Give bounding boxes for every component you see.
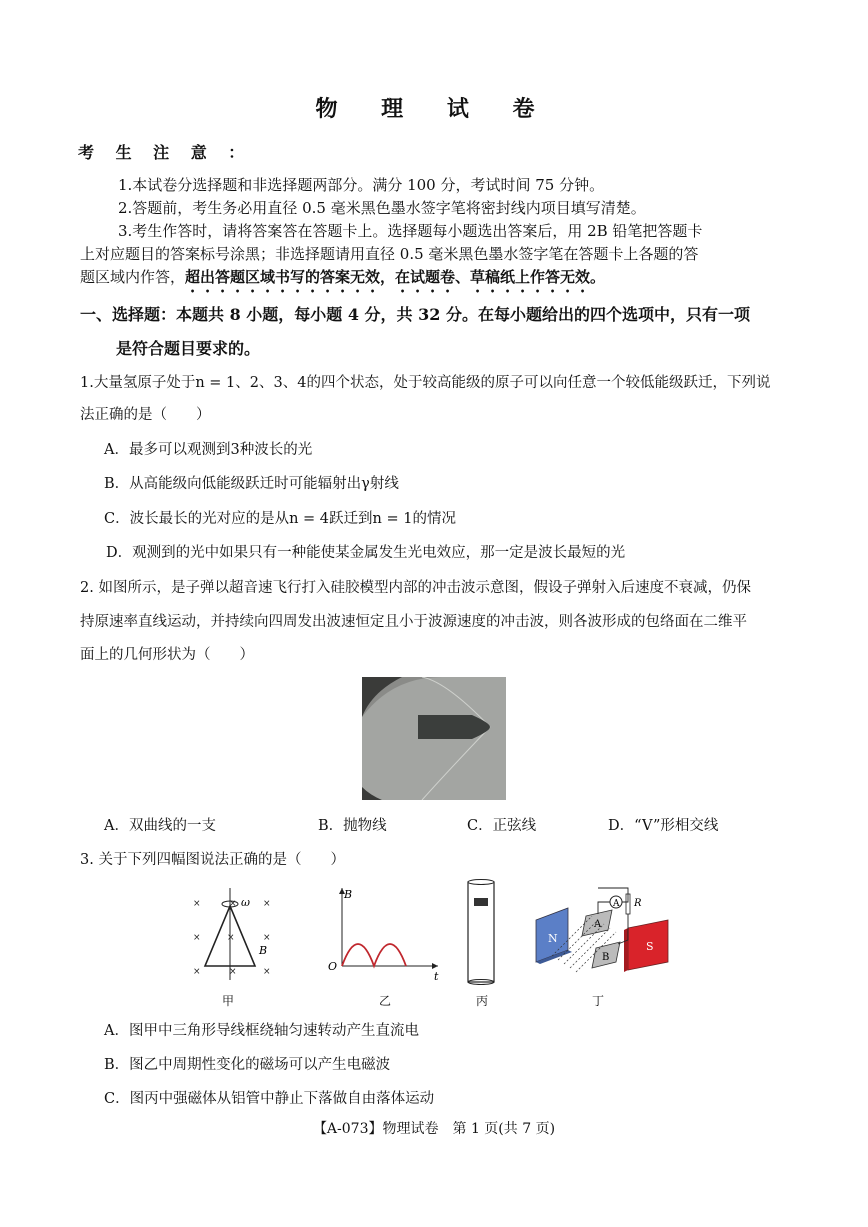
- resistor-label: R: [634, 898, 642, 909]
- plate-b-label: B: [602, 952, 610, 963]
- svg-text:×: ×: [263, 899, 271, 909]
- notice-item-1: 1.本试卷分选择题和非选择题两部分。满分 100 分，考试时间 75 分钟。: [118, 176, 605, 194]
- b-axis-label: B: [344, 888, 353, 901]
- notice-heading: 考 生 注 意 ：: [78, 143, 253, 162]
- q1-option-c: C．波长最长的光对应的是从n = 4跃迁到n = 1的情况: [104, 511, 456, 527]
- q1-option-b: B．从高能级向低能级跃迁时可能辐射出γ射线: [104, 476, 399, 492]
- section-heading-line-2: 是符合题目要求的。: [116, 339, 261, 358]
- q3-option-a: A．图甲中三角形导线框绕轴匀速转动产生直流电: [104, 1023, 419, 1039]
- q1-option-a: A．最多可以观测到3种波长的光: [104, 442, 313, 458]
- figure-bing: [462, 878, 502, 988]
- svg-text:×: ×: [227, 933, 235, 943]
- figure-yi: [324, 884, 444, 984]
- q1-stem-line-2: 法正确的是（ ）: [80, 407, 211, 423]
- q3-stem: 3. 关于下列四幅图说法正确的是（ ）: [80, 852, 345, 868]
- q2-stem-line-1: 2. 如图所示，是子弹以超音速飞行打入硅胶模型内部的冲击波示意图，假设子弹射入后速度不衰减，仍保: [80, 580, 751, 596]
- svg-text:×: ×: [193, 967, 201, 977]
- ammeter-label: A: [613, 899, 620, 909]
- origin-label: O: [328, 960, 338, 973]
- figure-jia-label: 甲: [222, 994, 235, 1008]
- notice-item-3-line-1: 3.考生作答时，请将答案答在答题卡上。选择题每小题选出答案后，用 2B 铅笔把答题卡: [118, 222, 703, 240]
- notice-plain-text: 题区域内作答，: [80, 268, 186, 286]
- figure-yi-label: 乙: [379, 994, 392, 1008]
- figure-ding-label: 丁: [592, 994, 605, 1008]
- section-heading-line-1: 一、选择题：本题共 8 小题，每小题 4 分，共 32 分。在每小题给出的四个选项中，只有一项: [80, 305, 750, 324]
- north-pole-label: N: [548, 932, 558, 945]
- page-title: 物 理 试 卷: [315, 96, 553, 122]
- notice-item-3-line-3: [80, 266, 605, 296]
- svg-text:×: ×: [193, 933, 201, 943]
- bullet-shockwave-photo: [362, 677, 506, 800]
- svg-text:×: ×: [263, 933, 271, 943]
- svg-text:×: ×: [229, 967, 237, 977]
- q2-stem-line-3: 面上的几何形状为（ ）: [80, 647, 254, 663]
- notice-item-3-line-2: 上对应题目的答案标号涂黑；非选择题请用直径 0.5 毫米黑色墨水签字笔在答题卡上各题的答: [80, 245, 699, 263]
- q1-option-d: D．观测到的光中如果只有一种能使某金属发生光电效应，那一定是波长最短的光: [106, 545, 626, 561]
- figure-jia: [185, 884, 275, 984]
- figure-bing-label: 丙: [476, 994, 489, 1008]
- omega-label: ω: [241, 896, 250, 909]
- q3-option-c: C．图丙中强磁体从铝管中静止下落做自由落体运动: [104, 1091, 435, 1107]
- figure-ding: [528, 880, 678, 985]
- q3-option-b: B．图乙中周期性变化的磁场可以产生电磁波: [104, 1057, 391, 1073]
- plate-a-label: A: [594, 919, 602, 930]
- b-field-label: B: [259, 944, 268, 957]
- q1-stem-line-1: 1.大量氢原子处于n = 1、2、3、4的四个状态，处于较高能级的原子可以向任意一个较低能级跃迁，下列说: [80, 375, 771, 391]
- south-pole-label: S: [646, 940, 654, 953]
- q2-option-b: B．抛物线: [318, 818, 387, 834]
- q2-option-d: D．“V”形相交线: [608, 818, 719, 834]
- svg-text:×: ×: [229, 899, 237, 909]
- notice-emphasis-text: 超出答题区域书写的答案无效，在试题卷、草稿纸上作答无效。: [185, 268, 606, 286]
- q2-stem-line-2: 持原速率直线运动，并持续向四周发出波速恒定且小于波源速度的冲击波，则各波形成的包络面在二维平: [80, 614, 747, 630]
- page-footer: 【A-073】物理试卷 第 1 页(共 7 页): [312, 1121, 556, 1137]
- svg-text:×: ×: [263, 967, 271, 977]
- q2-option-c: C．正弦线: [467, 818, 537, 834]
- svg-text:×: ×: [193, 899, 201, 909]
- q2-option-a: A．双曲线的一支: [104, 818, 216, 834]
- t-axis-label: t: [434, 970, 439, 983]
- notice-item-2: 2.答题前，考生务必用直径 0.5 毫米黑色墨水签字笔将密封线内项目填写清楚。: [118, 199, 646, 217]
